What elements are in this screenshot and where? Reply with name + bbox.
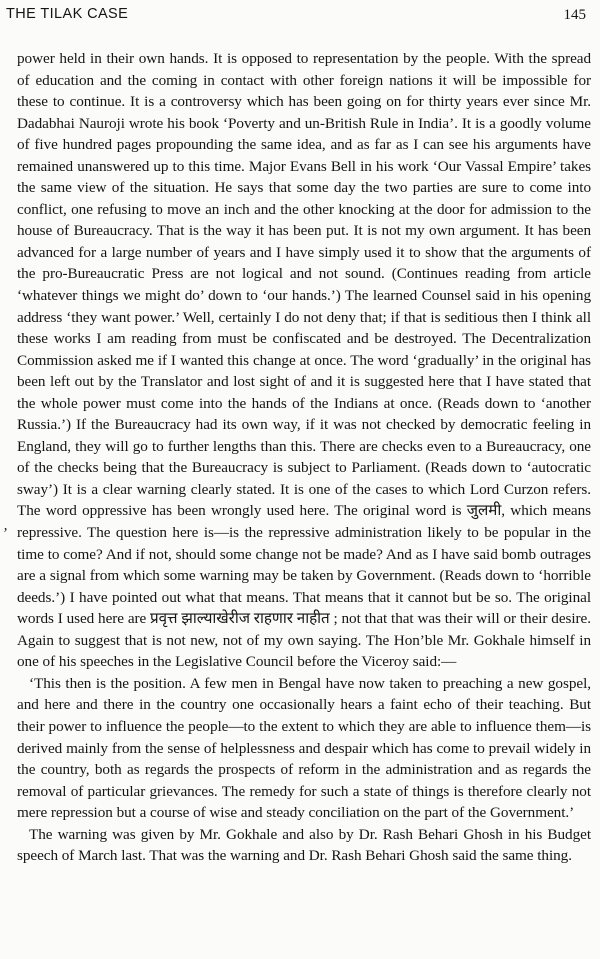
page-number: 145 [563,7,586,23]
paragraph-gokhale-quote: ‘This then is the position. A few men in Bengal have now taken to preaching a new gospel, and here and there in the country one occasionally hears a faint echo of their teaching. But their power to influence the people—to the extent to which they are able to influence them—is derived mainly from the sense of helplessness and despair which has come to prevail widely in the country, both as regards the prospects of reform in the administration and as regards the removal of particular grievances. The remedy for such a state of things is therefore clearly not mere repression but a course of wise and steady conciliation on the part of the Government.’ [17,674,591,822]
running-title: THE TILAK CASE [6,6,129,22]
paragraph-testimony: power held in their own hands. It is opposed to representation by the people. With the spread of education and the coming in contact with other foreign nations it will be impossible for these to continue. It is a controversy which has been going on for thirty years ever since Mr. Dadabhai Nauroji wrote his book ‘Poverty and un-British Rule in India’. It is a goodly volume of five hundred pages propounding the same idea, and as far as I can see his arguments have remained unanswered up to this time. Major Evans Bell in his work ‘Our Vassal Empire’ takes the same view of the situation. He says that some day the two parties are sure to come into conflict, one refusing to move an inch and the other knocking at the door for admission to the house of Bureaucracy. That is the way it has been put. It is not my own argument. It has been advanced for a large number of years and I have simply used it to show that the arguments of the pro-Bureaucratic Press are not logical and not sound. (Continues reading from article ‘whatever things we might do’ down to ‘our hands.’) The learned Counsel said in his opening address ‘they want power.’ Well, certainly I do not deny that; if that is seditious then I think all these works I am reading from must be confiscated and be destroyed. The Decentralization Commission asked me if I wanted this change at once. The word ‘gradually’ in the original has been left out by the Translator and lost sight of and it is suggested here that I have stated that the whole power must come into the hands of the Indians at once. (Reads down to ‘another Russia.’) If the Bureaucracy had its own way, if it was not checked by democratic feeling in England, they will go to further lengths than this. There are checks even to a Bureaucracy, one of the checks being that the Bureaucracy is subject to Parliament. (Reads down to ‘autocratic sway’) It is a clear warning clearly stated. It is one of the cases to which Lord Curzon refers. The word oppressive has been wrongly used here. The original word is जुलमी, which means repressive. The question here is—is the repressive administration likely to be popular in the time to come? And if not, should some change not be made? And as I have said bomb outrages are a signal from which some warning may be taken by Government. (Reads down to ‘horrible deeds.’) I have pointed out what that means. That means that it cannot but be so. The original words I used here are प्रवृत्त झाल्याखेरीज राहणार नाहीत ; not that that was their will or their desire. Again to suggest that is not new, not of my own saying. The Hon’ble Mr. Gokhale himself in one of his speeches in the Legislative Council before the Viceroy said:— [17,50,591,671]
paragraph-warning: The warning was given by Mr. Gokhale and also by Dr. Rash Behari Ghosh in his Budget speech of March last. That was the warning and Dr. Rash Behari Ghosh said the same thing. [17,825,591,865]
body-text [17,48,591,867]
margin-mark: ʼ [3,526,8,542]
page-header [6,4,586,28]
